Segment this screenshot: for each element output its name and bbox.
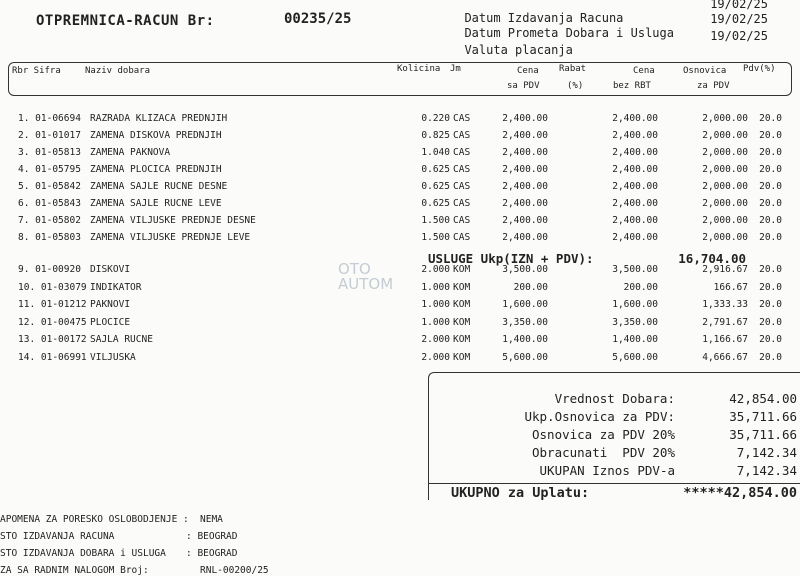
cell-num: 14. 01-06991 <box>18 351 87 363</box>
col-rbr-sifra: Rbr Sifra <box>12 66 61 76</box>
services-total-value: 16,704.00 <box>678 251 746 266</box>
cell-qty: 0.625 <box>421 164 450 175</box>
col-rabat-1: Rabat <box>559 64 587 74</box>
col-cena-1: Cena <box>517 66 539 76</box>
cell-base: 2,000.00 <box>702 164 748 175</box>
cell-qty: 0.220 <box>421 113 450 124</box>
summary-vat-total: UKUPAN Iznos PDV-a 7,142.34 <box>539 463 797 478</box>
cell-num: 13. 01-00172 <box>18 334 87 345</box>
summary-vat-base-20: Osnovica za PDV 20% 35,711.66 <box>532 427 797 442</box>
services-total-label: USLUGE Ukp(IZN + PDV): <box>428 251 594 266</box>
cell-price-net: 1,600.00 <box>612 299 658 310</box>
table-row <box>0 232 800 248</box>
cell-qty: 1.000 <box>421 281 450 293</box>
cell-unit: CAS <box>453 164 471 175</box>
cell-vat: 20.0 <box>759 281 782 293</box>
table-row <box>0 282 800 298</box>
cell-price-net: 5,600.00 <box>612 351 658 363</box>
col-cena-bez-2: bez RBT <box>613 81 651 91</box>
cell-vat: 20.0 <box>759 334 782 345</box>
cell-vat: 20.0 <box>759 232 782 243</box>
table-row <box>0 317 800 333</box>
cell-price-net: 200.00 <box>623 281 658 293</box>
cell-price: 2,400.00 <box>502 215 548 226</box>
cell-price: 2,400.00 <box>502 232 548 243</box>
cell-unit: KOM <box>453 316 471 328</box>
date-trade-value: 19/02/25 <box>710 12 768 26</box>
total-divider <box>429 483 800 484</box>
cell-base: 2,000.00 <box>702 181 748 192</box>
cell-desc: ZAMENA VILJUSKE PREDNJE DESNE <box>90 215 256 226</box>
summary-goods-value: Vrednost Dobara: 42,854.00 <box>554 391 797 406</box>
cell-vat: 20.0 <box>759 164 782 175</box>
cell-base: 1,333.33 <box>702 299 748 310</box>
cell-price: 1,600.00 <box>502 299 548 310</box>
cell-unit: KOM <box>453 299 471 310</box>
cell-unit: CAS <box>453 198 471 209</box>
table-row <box>0 147 800 163</box>
cell-base: 2,000.00 <box>702 130 748 141</box>
note-work-order: ZA SA RADNIM NALOGOM Broj: RNL-00200/25 <box>0 565 269 576</box>
cell-base: 1,166.67 <box>702 334 748 345</box>
summary-box: Vrednost Dobara: 42,854.00 Ukp.Osnovica za PDV: 35,711.66 Osnovica za PDV 20% 35,711.66 Obracunati PDV 20% 7,142.34 UKUPAN Iznos PDV-a 7,142.34 UKUPNO za Uplatu: *****42,854.00 <box>428 372 800 500</box>
document-title: OTPREMNICA-RACUN Br: <box>36 13 215 29</box>
column-header-box <box>8 62 792 96</box>
cell-num: 8. 01-05803 <box>18 232 81 243</box>
cell-unit: CAS <box>453 215 471 226</box>
cell-desc: ZAMENA VILJUSKE PREDNJE LEVE <box>90 232 251 243</box>
date-trade-label: Datum Prometa Dobara i Usluga <box>464 26 674 40</box>
cell-num: 9. 01-00920 <box>18 264 81 275</box>
col-pdv: Pdv(%) <box>743 64 776 74</box>
col-naziv: Naziv dobara <box>85 66 151 76</box>
col-osnovica-2: za PDV <box>697 81 730 91</box>
cell-vat: 20.0 <box>759 130 782 141</box>
col-jm: Jm <box>450 64 461 74</box>
cell-price: 5,600.00 <box>502 351 548 363</box>
col-kolicina: Kolicina <box>397 64 441 74</box>
cell-unit: CAS <box>453 113 471 124</box>
cell-num: 6. 01-05843 <box>18 198 81 209</box>
cell-unit: CAS <box>453 232 471 243</box>
cell-base: 2,791.67 <box>702 316 748 328</box>
table-row <box>0 334 800 350</box>
cell-num: 11. 01-01212 <box>18 299 87 310</box>
cell-vat: 20.0 <box>759 198 782 209</box>
cell-num: 5. 01-05842 <box>18 181 81 192</box>
cell-desc: SAJLA RUCNE <box>90 334 153 345</box>
cell-qty: 1.000 <box>421 316 450 328</box>
table-row <box>0 352 800 368</box>
cell-price-net: 2,400.00 <box>612 215 658 226</box>
table-row <box>0 130 800 146</box>
cell-unit: CAS <box>453 130 471 141</box>
cell-num: 2. 01-01017 <box>18 130 81 141</box>
date-issue-value: 19/02/25 <box>710 0 768 11</box>
col-rabat-2: (%) <box>567 81 584 91</box>
due-date-value: 19/02/25 <box>710 29 768 43</box>
cell-qty: 0.625 <box>421 198 450 209</box>
cell-num: 3. 01-05813 <box>18 147 81 158</box>
cell-vat: 20.0 <box>759 113 782 124</box>
document-number: 00235/25 <box>284 11 352 27</box>
cell-qty: 1.040 <box>421 147 450 158</box>
cell-desc: ZAMENA SAJLE RUCNE DESNE <box>90 181 228 192</box>
cell-price: 3,350.00 <box>502 316 548 328</box>
table-row <box>0 198 800 214</box>
note-tax-exemption: APOMENA ZA PORESKO OSLOBODJENJE : NEMA <box>0 514 223 525</box>
cell-base: 2,000.00 <box>702 215 748 226</box>
cell-vat: 20.0 <box>759 147 782 158</box>
cell-base: 166.67 <box>713 281 748 293</box>
cell-qty: 1.500 <box>421 232 450 243</box>
cell-vat: 20.0 <box>759 351 782 363</box>
cell-num: 4. 01-05795 <box>18 164 81 175</box>
col-cena-bez-1: Cena <box>633 66 655 76</box>
cell-price-net: 1,400.00 <box>612 334 658 345</box>
cell-price: 3,500.00 <box>502 264 548 275</box>
cell-desc: ZAMENA PLOCICA PREDNJIH <box>90 164 222 175</box>
cell-vat: 20.0 <box>759 215 782 226</box>
cell-unit: KOM <box>453 351 471 363</box>
cell-desc: DISKOVI <box>90 264 131 275</box>
cell-base: 4,666.67 <box>702 351 748 363</box>
cell-unit: CAS <box>453 147 471 158</box>
cell-price: 2,400.00 <box>502 113 548 124</box>
cell-base: 2,000.00 <box>702 232 748 243</box>
cell-desc: PLOCICE <box>90 316 131 328</box>
table-row <box>0 113 800 129</box>
cell-base: 2,000.00 <box>702 198 748 209</box>
cell-price-net: 2,400.00 <box>612 147 658 158</box>
cell-base: 2,916.67 <box>702 264 748 275</box>
cell-price: 2,400.00 <box>502 130 548 141</box>
cell-price-net: 3,350.00 <box>612 316 658 328</box>
cell-vat: 20.0 <box>759 316 782 328</box>
cell-vat: 20.0 <box>759 181 782 192</box>
cell-vat: 20.0 <box>759 264 782 275</box>
summary-vat-calculated: Obracunati PDV 20% 7,142.34 <box>532 445 797 460</box>
cell-desc: ZAMENA SAJLE RUCNE LEVE <box>90 198 222 209</box>
cell-desc: INDIKATOR <box>90 281 142 293</box>
cell-num: 1. 01-06694 <box>18 113 81 124</box>
due-date-label: Valuta placanja <box>464 43 573 57</box>
cell-vat: 20.0 <box>759 299 782 310</box>
cell-qty: 2.000 <box>421 264 450 275</box>
watermark-logo: OTO AUTOM <box>338 260 394 293</box>
note-goods-place: STO IZDAVANJA DOBARA i USLUGA : BEOGRAD <box>0 548 238 559</box>
cell-num: 10. 01-03079 <box>18 281 87 293</box>
cell-num: 7. 01-05802 <box>18 215 81 226</box>
cell-qty: 2.000 <box>421 334 450 345</box>
note-invoice-place: STO IZDAVANJA RACUNA : BEOGRAD <box>0 531 238 542</box>
cell-desc: RAZRADA KLIZACA PREDNJIH <box>90 113 228 124</box>
cell-price-net: 3,500.00 <box>612 264 658 275</box>
date-issue-label: Datum Izdavanja Racuna <box>464 11 624 25</box>
cell-qty: 1.000 <box>421 299 450 310</box>
cell-price-net: 2,400.00 <box>612 198 658 209</box>
cell-desc: PAKNOVI <box>90 299 131 310</box>
cell-qty: 0.825 <box>421 130 450 141</box>
col-osnovica-1: Osnovica <box>683 66 727 76</box>
cell-desc: ZAMENA DISKOVA PREDNJIH <box>90 130 222 141</box>
cell-price: 200.00 <box>513 281 548 293</box>
cell-price-net: 2,400.00 <box>612 181 658 192</box>
cell-price-net: 2,400.00 <box>612 164 658 175</box>
cell-price: 2,400.00 <box>502 164 548 175</box>
col-cena-2: sa PDV <box>507 81 540 91</box>
cell-qty: 0.625 <box>421 181 450 192</box>
table-row <box>0 264 800 280</box>
cell-unit: KOM <box>453 264 471 275</box>
cell-qty: 1.500 <box>421 215 450 226</box>
cell-desc: VILJUSKA <box>90 351 136 363</box>
table-row <box>0 164 800 180</box>
cell-price: 2,400.00 <box>502 181 548 192</box>
cell-price-net: 2,400.00 <box>612 113 658 124</box>
cell-price: 1,400.00 <box>502 334 548 345</box>
cell-unit: KOM <box>453 334 471 345</box>
cell-unit: KOM <box>453 281 471 293</box>
cell-num: 12. 01-00475 <box>18 316 87 328</box>
cell-price-net: 2,400.00 <box>612 232 658 243</box>
cell-base: 2,000.00 <box>702 113 748 124</box>
cell-price: 2,400.00 <box>502 147 548 158</box>
summary-vat-base: Ukp.Osnovica za PDV: 35,711.66 <box>524 409 797 424</box>
table-row <box>0 299 800 315</box>
cell-base: 2,000.00 <box>702 147 748 158</box>
table-row <box>0 215 800 231</box>
cell-desc: ZAMENA PAKNOVA <box>90 147 171 158</box>
cell-price: 2,400.00 <box>502 198 548 209</box>
table-row <box>0 181 800 197</box>
cell-price-net: 2,400.00 <box>612 130 658 141</box>
cell-qty: 2.000 <box>421 351 450 363</box>
cell-unit: CAS <box>453 181 471 192</box>
